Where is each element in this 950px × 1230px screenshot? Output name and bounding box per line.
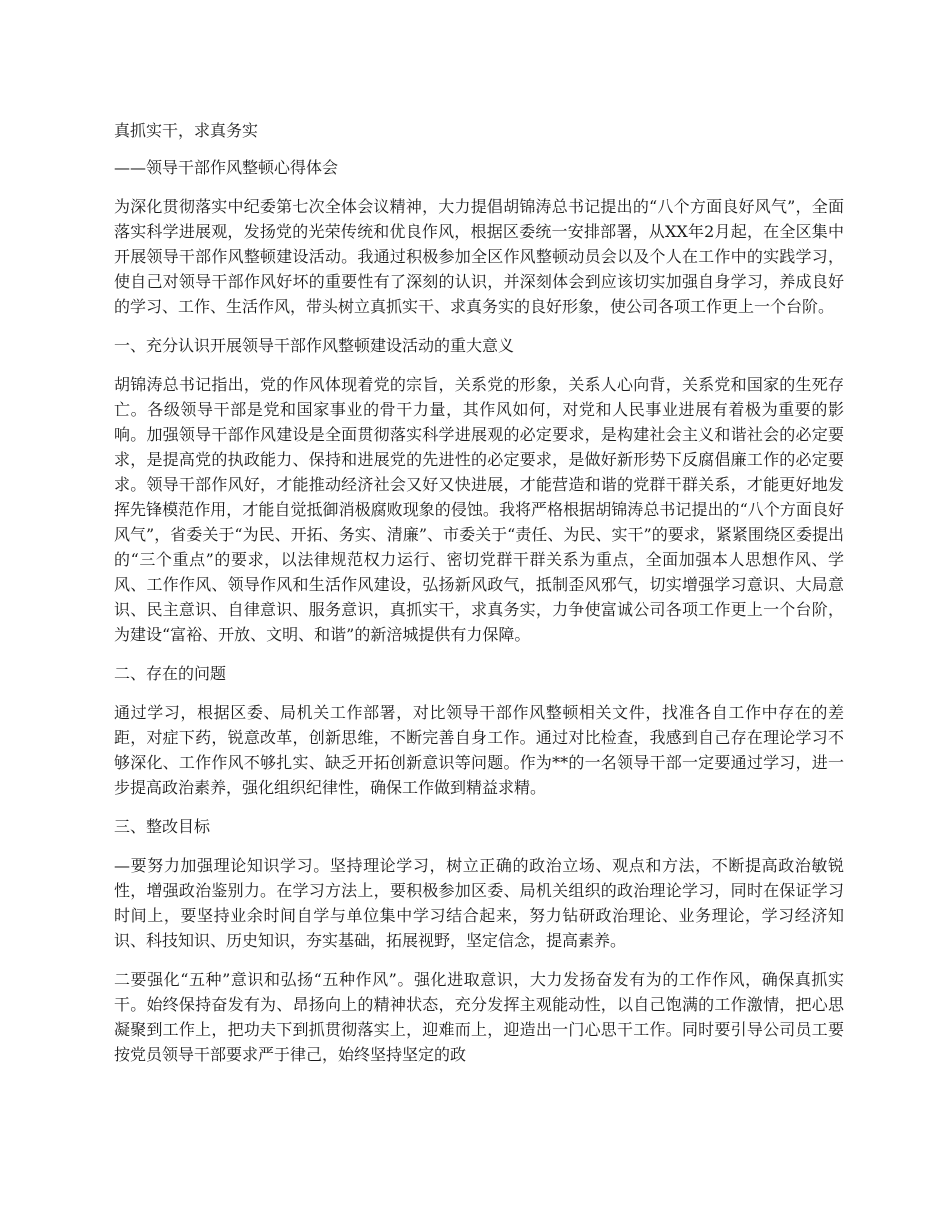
section-1-heading: 一、充分认识开展领导干部作风整顿建设活动的重大意义 [114, 336, 515, 355]
section-3-item-2: 二要强化“五种”意识和弘扬“五种作风”。强化进取意识，大力发扬奋发有为的工作作风，确保真抓实干。始终保持奋发有为、昂扬向上的精神状态，充分发挥主观能动性，以自己饱满的工作激情，把心思凝聚到工作上，把功夫下到抓贯彻落实上，迎难而上，迎造出一门心思干工作。同时要引导公司员工要按党员领导干部要求严于律己，始终坚持坚定的政 [114, 970, 844, 1064]
section-2-paragraph: 通过学习，根据区委、局机关工作部署，对比领导干部作风整顿相关文件，找准各自工作中存在的差距，对症下药，锐意改革，创新思维，不断完善自身工作。通过对比检查，我感到自己存在理论学习不够深化、工作作风不够扎实、缺乏开拓创新意识等问题。作为**的一名领导干部一定要通过学习，进一步提高政治素养，强化组织纪律性，确保工作做到精益求精。 [114, 703, 844, 797]
section-2-heading: 二、存在的问题 [114, 664, 227, 683]
document-title: 真抓实干，求真务实 [114, 121, 259, 140]
section-3-heading: 三、整改目标 [114, 817, 211, 836]
intro-paragraph: 为深化贯彻落实中纪委第七次全体会议精神，大力提倡胡锦涛总书记提出的“八个方面良好风气”，全面落实科学进展观，发扬党的光荣传统和优良作风，根据区委统一安排部署，从XX年2月起，在全区集中开展领导干部作风整顿建设活动。我通过积极参加全区作风整顿动员会以及个人在工作中的实践学习，使自己对领导干部作风好坏的重要性有了深刻的认识，并深刻体会到应该切实加强自身学习，养成良好的学习、工作、生活作风，带头树立真抓实干、求真务实的良好形象，使公司各项工作更上一个台阶。 [114, 197, 844, 316]
document-subtitle: ——领导干部作风整顿心得体会 [114, 158, 339, 177]
section-3-item-1: —要努力加强理论知识学习。坚持理论学习，树立正确的政治立场、观点和方法，不断提高政治敏锐性，增强政治鉴别力。在学习方法上，要积极参加区委、局机关组织的政治理论学习，同时在保证学习时间上，要坚持业余时间自学与单位集中学习结合起来，努力钻研政治理论、业务理论，学习经济知识、科技知识、历史知识，夯实基础，拓展视野，坚定信念，提高素养。 [114, 856, 844, 950]
document-page [114, 118, 844, 1081]
section-1-paragraph: 胡锦涛总书记指出，党的作风体现着党的宗旨，关系党的形象，关系人心向背，关系党和国家的生死存亡。各级领导干部是党和国家事业的骨干力量，其作风如何，对党和人民事业进展有着极为重要的影响。加强领导干部作风建设是全面贯彻落实科学进展观的必定要求，是构建社会主义和谐社会的必定要求，是提高党的执政能力、保持和进展党的先进性的必定要求，是做好新形势下反腐倡廉工作的必定要求。领导干部作风好，才能推动经济社会又好又快进展，才能营造和谐的党群干群关系，才能更好地发挥先锋模范作用，才能自觉抵御消极腐败现象的侵蚀。我将严格根据胡锦涛总书记提出的“八个方面良好风气”，省委关于“为民、开拓、务实、清廉”、市委关于“责任、为民、实干”的要求，紧紧围绕区委提出的“三个重点”的要求，以法律规范权力运行、密切党群干群关系为重点，全面加强本人思想作风、学风、工作作风、领导作风和生活作风建设，弘扬新风政气，抵制歪风邪气，切实增强学习意识、大局意识、民主意识、自律意识、服务意识，真抓实干，求真务实，力争使富诚公司各项工作更上一个台阶，为建设“富裕、开放、文明、和谐”的新涪城提供有力保障。 [114, 375, 844, 644]
